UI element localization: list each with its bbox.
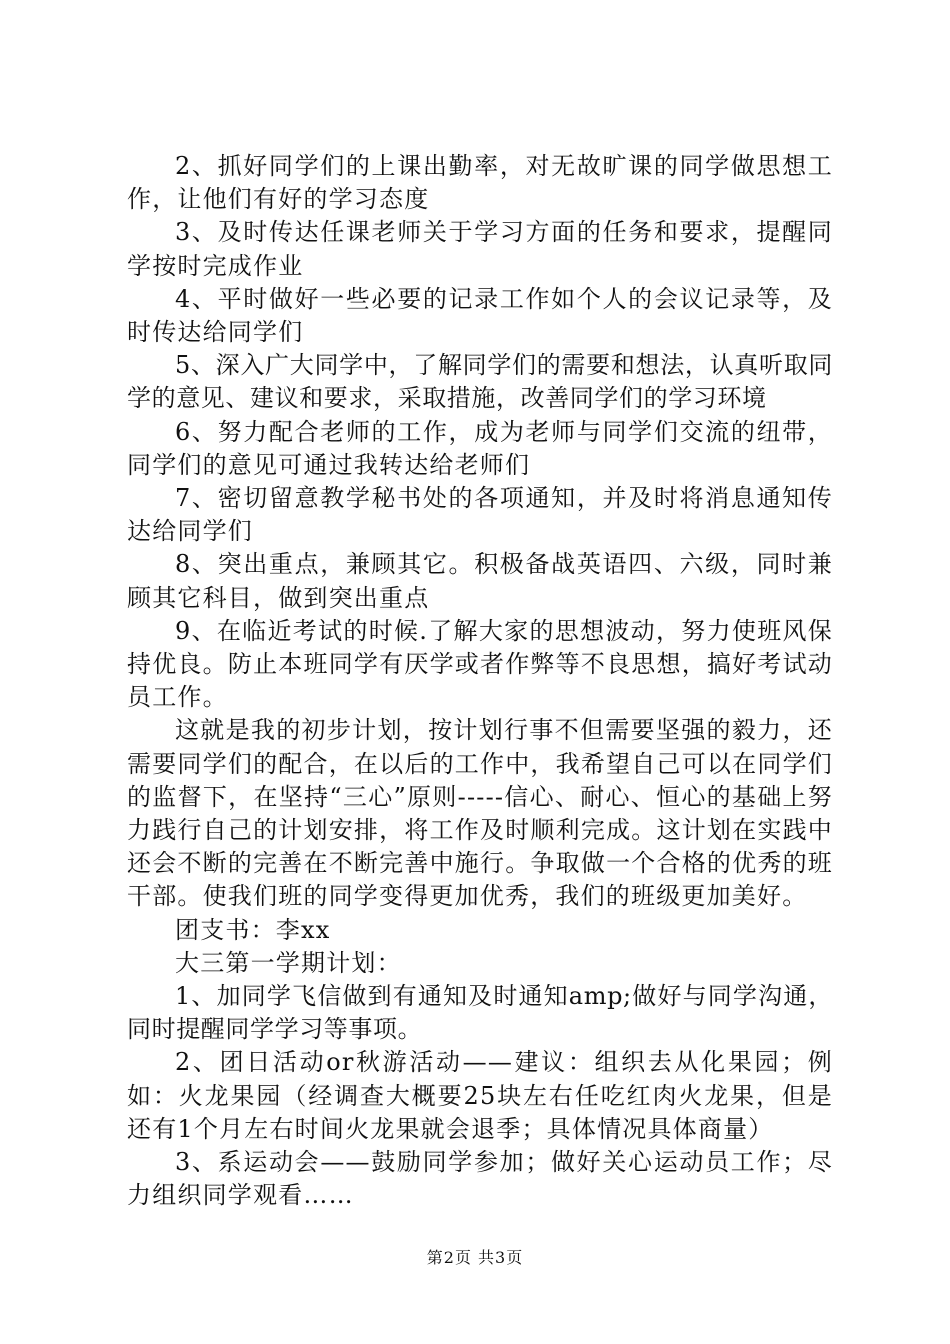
- paragraph-summary: 这就是我的初步计划，按计划行事不但需要坚强的毅力，还需要同学们的配合，在以后的工作中，我希望自己可以在同学们的监督下，在坚持“三心”原则-----信心、耐心、恒心的基础上努力践行自己的计划安排，将工作及时顺利完成。这计划在实践中还会不断的完善在不断完善中施行。争取做一个合格的优秀的班干部。使我们班的同学变得更加优秀，我们的班级更加美好。: [127, 716, 833, 911]
- plan-item-2: 2、团日活动or秋游活动——建议：组织去从化果园；例如：火龙果园（经调查大概要25块左右任吃红肉火龙果，但是还有1个月左右时间火龙果就会退季；具体情况具体商量）: [127, 1048, 833, 1143]
- paragraph-item-8: 8、突出重点，兼顾其它。积极备战英语四、六级，同时兼顾其它科目，做到突出重点: [127, 550, 833, 612]
- document-body: [127, 150, 833, 1213]
- paragraph-item-7: 7、密切留意教学秘书处的各项通知，并及时将消息通知传达给同学们: [127, 484, 833, 546]
- plan-item-3: 3、系运动会——鼓励同学参加；做好关心运动员工作；尽力组织同学观看……: [127, 1148, 833, 1210]
- plan-item-1: 1、加同学飞信做到有通知及时通知amp;做好与同学沟通，同时提醒同学学习等事项。: [127, 982, 833, 1044]
- paragraph-item-4: 4、平时做好一些必要的记录工作如个人的会议记录等，及时传达给同学们: [127, 284, 833, 347]
- page-footer: 第2页 共3页: [426, 1248, 524, 1267]
- paragraph-item-2: 2、抓好同学们的上课出勤率，对无故旷课的同学做思想工作，让他们有好的学习态度: [127, 152, 833, 214]
- signature-line: 团支书：李xx: [175, 915, 331, 944]
- paragraph-item-3: 3、及时传达任课老师关于学习方面的任务和要求，提醒同学按时完成作业: [127, 218, 833, 280]
- section-heading: 大三第一学期计划：: [175, 948, 402, 977]
- paragraph-item-9: 9、在临近考试的时候.了解大家的思想波动，努力使班风保持优良。防止本班同学有厌学或者作弊等不良思想，搞好考试动员工作。: [127, 616, 833, 712]
- paragraph-item-6: 6、努力配合老师的工作，成为老师与同学们交流的纽带，同学们的意见可通过我转达给老师们: [127, 417, 833, 479]
- paragraph-item-5: 5、深入广大同学中，了解同学们的需要和想法，认真听取同学的意见、建议和要求，采取措施，改善同学们的学习环境: [127, 351, 833, 413]
